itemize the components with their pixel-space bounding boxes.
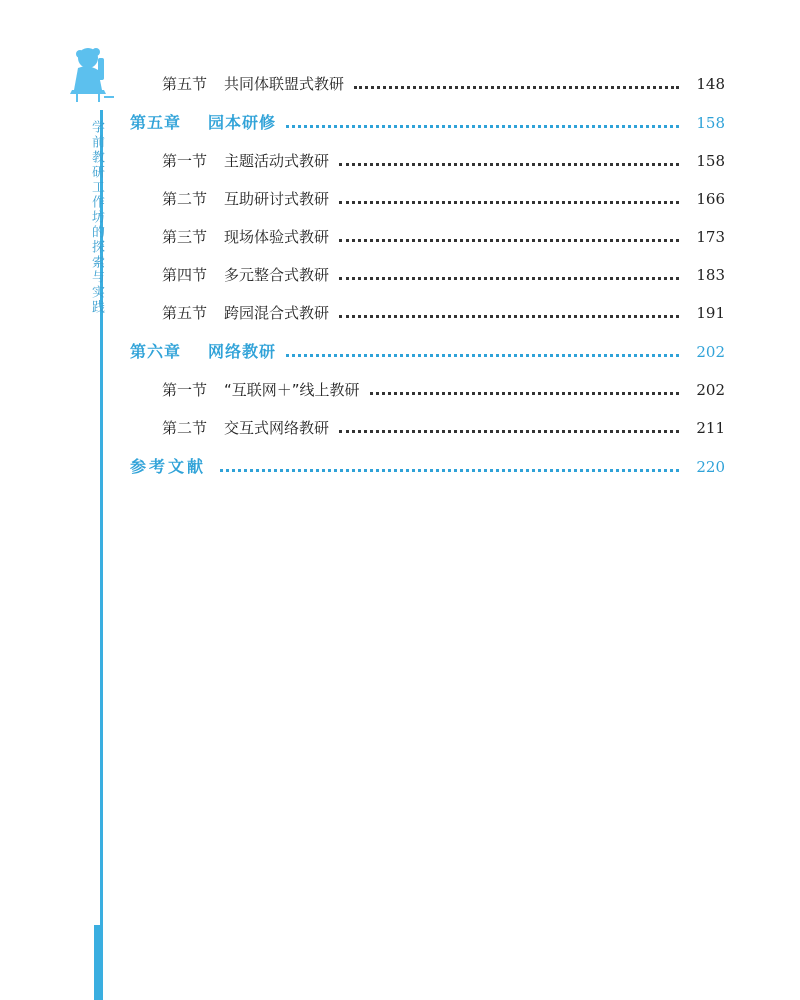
toc-entry-number: 第三节 bbox=[162, 228, 208, 246]
sidebar-accent-bar bbox=[94, 925, 103, 1000]
toc-page-number: 211 bbox=[696, 419, 725, 437]
toc-entry-title: 共同体联盟式教研 bbox=[224, 75, 345, 93]
toc-entry-number: 第二节 bbox=[162, 190, 208, 208]
toc-entry-number: 第五章 bbox=[130, 113, 182, 132]
toc-page-number: 166 bbox=[696, 190, 725, 208]
toc-entry-title: 网络教研 bbox=[208, 342, 277, 361]
toc-entry-title: 多元整合式教研 bbox=[224, 266, 330, 284]
book-title-vertical: 学前教研工作坊的探索与实践 bbox=[89, 120, 104, 315]
toc-section-row[interactable] bbox=[0, 416, 800, 440]
toc-page-number: 202 bbox=[696, 381, 725, 399]
toc-page-number: 220 bbox=[696, 458, 725, 476]
toc-leader-dots bbox=[339, 430, 679, 433]
toc-page-number: 148 bbox=[696, 75, 725, 93]
toc-entry-number: 第六章 bbox=[130, 342, 182, 361]
toc-references-row[interactable] bbox=[0, 455, 800, 479]
toc-leader-dots bbox=[286, 125, 679, 128]
toc-entry-title: “互联网＋”线上教研 bbox=[224, 381, 360, 399]
toc-leader-dots bbox=[339, 315, 679, 318]
toc-page-number: 158 bbox=[696, 152, 725, 170]
toc-page-number: 191 bbox=[696, 304, 725, 322]
toc-leader-dots bbox=[220, 469, 679, 472]
toc-section-row[interactable] bbox=[0, 72, 800, 96]
toc-page-number: 158 bbox=[696, 114, 725, 132]
toc-chapter-row[interactable] bbox=[0, 340, 800, 364]
toc-leader-dots bbox=[354, 86, 679, 89]
toc-chapter-row[interactable] bbox=[0, 111, 800, 135]
toc-leader-dots bbox=[286, 354, 679, 357]
toc-leader-dots bbox=[339, 201, 679, 204]
toc-leader-dots bbox=[339, 239, 679, 242]
toc-entry-title: 主题活动式教研 bbox=[224, 152, 330, 170]
toc-entry-number: 第四节 bbox=[162, 266, 208, 284]
toc-page-number: 173 bbox=[696, 228, 725, 246]
toc-entry-title: 园本研修 bbox=[208, 113, 277, 132]
toc-leader-dots bbox=[370, 392, 679, 395]
toc-entry-number: 第二节 bbox=[162, 419, 208, 437]
toc-page-number: 183 bbox=[696, 266, 725, 284]
toc-section-row[interactable] bbox=[0, 187, 800, 211]
toc-section-row[interactable] bbox=[0, 225, 800, 249]
toc-section-row[interactable] bbox=[0, 378, 800, 402]
toc-entry-number: 第一节 bbox=[162, 152, 208, 170]
toc-entry-number: 第五节 bbox=[162, 75, 208, 93]
toc-leader-dots bbox=[339, 277, 679, 280]
toc-page-number: 202 bbox=[696, 343, 725, 361]
toc-section-row[interactable] bbox=[0, 149, 800, 173]
toc-entry-number: 参考文献 bbox=[130, 457, 207, 476]
toc-section-row[interactable] bbox=[0, 263, 800, 287]
toc-entry-title: 跨园混合式教研 bbox=[224, 304, 330, 322]
toc-entry-title: 互助研讨式教研 bbox=[224, 190, 330, 208]
toc-entry-title: 现场体验式教研 bbox=[224, 228, 330, 246]
toc-section-row[interactable] bbox=[0, 301, 800, 325]
toc-entry-title: 交互式网络教研 bbox=[224, 419, 330, 437]
toc-leader-dots bbox=[339, 163, 679, 166]
toc-entry-number: 第五节 bbox=[162, 304, 208, 322]
toc-entry-number: 第一节 bbox=[162, 381, 208, 399]
